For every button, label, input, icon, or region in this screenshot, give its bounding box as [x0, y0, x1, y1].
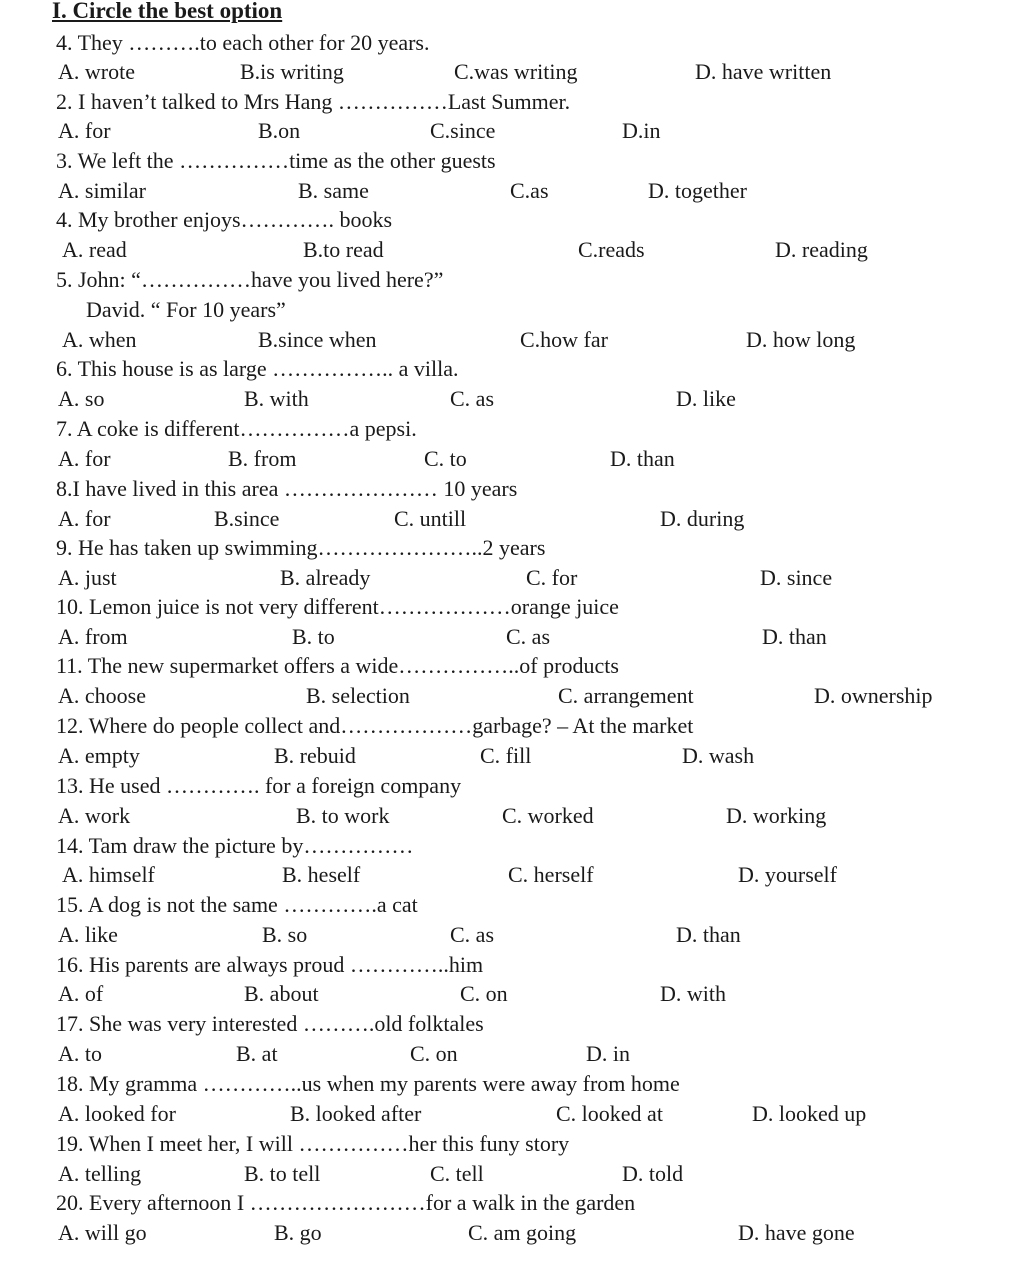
option-b[interactable]: B.is writing	[240, 59, 344, 84]
option-d[interactable]: D. like	[676, 386, 736, 411]
question-stem: 4. They ……….to each other for 20 years.	[56, 30, 430, 55]
option-d[interactable]: D. wash	[682, 743, 755, 768]
question-stem: 11. The new supermarket offers a wide……………..of products	[56, 653, 619, 678]
option-a[interactable]: A. for	[58, 118, 111, 143]
option-d[interactable]: D. in	[586, 1041, 630, 1066]
option-a[interactable]: A. for	[58, 446, 111, 471]
option-b[interactable]: B.to read	[303, 237, 384, 262]
option-b[interactable]: B. already	[280, 565, 371, 590]
option-c[interactable]: C.was writing	[454, 59, 578, 84]
option-d[interactable]: D. ownership	[814, 683, 933, 708]
option-b[interactable]: B.on	[258, 118, 301, 143]
option-a[interactable]: A. looked for	[58, 1101, 176, 1126]
question-stem: 9. He has taken up swimming…………………..2 years	[56, 535, 546, 560]
option-b[interactable]: B. go	[274, 1220, 322, 1245]
option-a[interactable]: A. read	[62, 237, 127, 262]
option-b[interactable]: B. to	[292, 624, 335, 649]
question-stem: 18. My gramma …………..us when my parents were away from home	[56, 1071, 680, 1096]
option-d[interactable]: D. with	[660, 981, 726, 1006]
option-d[interactable]: D. yourself	[738, 862, 837, 887]
option-b[interactable]: B. selection	[306, 683, 410, 708]
question-stem: 3. We left the ……………time as the other guests	[56, 148, 496, 173]
option-a[interactable]: A. to	[58, 1041, 102, 1066]
option-b[interactable]: B. rebuid	[274, 743, 356, 768]
option-c[interactable]: C. on	[410, 1041, 458, 1066]
section-title: I. Circle the best option	[52, 0, 283, 23]
question-stem: 14. Tam draw the picture by……………	[56, 833, 414, 858]
option-d[interactable]: D. working	[726, 803, 827, 828]
option-a[interactable]: A. from	[58, 624, 128, 649]
option-b[interactable]: B.since	[214, 506, 280, 531]
option-a[interactable]: A. like	[58, 922, 118, 947]
option-a[interactable]: A. telling	[58, 1161, 142, 1186]
question-stem: 17. She was very interested ……….old folktales	[56, 1011, 484, 1036]
question-stem: 13. He used …………. for a foreign company	[56, 773, 462, 798]
question-stem: 15. A dog is not the same ………….a cat	[56, 892, 418, 917]
question-stem-answer: David. “ For 10 years”	[86, 297, 286, 322]
option-d[interactable]: D.in	[622, 118, 661, 143]
option-b[interactable]: B. to work	[296, 803, 390, 828]
option-c[interactable]: C. arrangement	[558, 683, 694, 708]
option-c[interactable]: C.since	[430, 118, 496, 143]
option-d[interactable]: D. together	[648, 178, 747, 203]
option-d[interactable]: D. than	[762, 624, 827, 649]
option-c[interactable]: C. fill	[480, 743, 532, 768]
option-c[interactable]: C. as	[450, 922, 494, 947]
option-d[interactable]: D. how long	[746, 327, 856, 352]
option-c[interactable]: C. untill	[394, 506, 467, 531]
option-b[interactable]: B. heself	[282, 862, 361, 887]
option-a[interactable]: A. just	[58, 565, 117, 590]
option-c[interactable]: C. to	[424, 446, 467, 471]
option-c[interactable]: C. worked	[502, 803, 594, 828]
option-a[interactable]: A. of	[58, 981, 104, 1006]
option-d[interactable]: D. since	[760, 565, 833, 590]
option-d[interactable]: D. looked up	[752, 1101, 867, 1126]
option-c[interactable]: C. on	[460, 981, 508, 1006]
option-c[interactable]: C. as	[450, 386, 494, 411]
option-d[interactable]: D. than	[610, 446, 675, 471]
option-c[interactable]: C.as	[510, 178, 549, 203]
question-stem: 4. My brother enjoys…………. books	[56, 207, 393, 232]
option-a[interactable]: A. wrote	[58, 59, 135, 84]
option-a[interactable]: A. work	[58, 803, 131, 828]
option-c[interactable]: C. as	[506, 624, 550, 649]
question-stem: 10. Lemon juice is not very different………………orange juice	[56, 594, 619, 619]
option-c[interactable]: C. herself	[508, 862, 594, 887]
option-b[interactable]: B. at	[236, 1041, 278, 1066]
option-a[interactable]: A. empty	[58, 743, 140, 768]
option-d[interactable]: D. than	[676, 922, 741, 947]
question-stem: 16. His parents are always proud …………..him	[56, 952, 484, 977]
option-c[interactable]: C.how far	[520, 327, 608, 352]
option-a[interactable]: A. himself	[62, 862, 155, 887]
option-d[interactable]: D. reading	[775, 237, 868, 262]
option-b[interactable]: B. with	[244, 386, 309, 411]
option-b[interactable]: B. to tell	[244, 1161, 321, 1186]
question-stem: 8.I have lived in this area ………………… 10 years	[56, 476, 518, 501]
option-c[interactable]: C. for	[526, 565, 578, 590]
option-b[interactable]: B. from	[228, 446, 297, 471]
question-stem: 12. Where do people collect and………………garbage? – At the market	[56, 713, 694, 738]
option-a[interactable]: A. will go	[58, 1220, 147, 1245]
option-b[interactable]: B. looked after	[290, 1101, 422, 1126]
question-stem: 2. I haven’t talked to Mrs Hang ……………Last Summer.	[56, 89, 571, 114]
question-stem: 19. When I meet her, I will ……………her this funy story	[56, 1131, 570, 1156]
option-b[interactable]: B. same	[298, 178, 369, 203]
option-d[interactable]: D. have gone	[738, 1220, 855, 1245]
question-stem: 20. Every afternoon I ……………………for a walk in the garden	[56, 1190, 636, 1215]
option-d[interactable]: D. have written	[695, 59, 832, 84]
question-stem: 7. A coke is different……………a pepsi.	[56, 416, 417, 441]
option-c[interactable]: C.reads	[578, 237, 645, 262]
option-c[interactable]: C. tell	[430, 1161, 484, 1186]
option-a[interactable]: A. so	[58, 386, 105, 411]
option-b[interactable]: B. about	[244, 981, 319, 1006]
question-stem: 6. This house is as large …………….. a villa.	[56, 356, 459, 381]
option-d[interactable]: D. during	[660, 506, 745, 531]
question-stem: 5. John: “……………have you lived here?”	[56, 267, 444, 292]
option-a[interactable]: A. choose	[58, 683, 146, 708]
option-a[interactable]: A. when	[62, 327, 137, 352]
option-b[interactable]: B.since when	[258, 327, 377, 352]
option-a[interactable]: A. similar	[58, 178, 146, 203]
option-a[interactable]: A. for	[58, 506, 111, 531]
option-c[interactable]: C. am going	[468, 1220, 577, 1245]
option-c[interactable]: C. looked at	[556, 1101, 663, 1126]
option-b[interactable]: B. so	[262, 922, 308, 947]
option-d[interactable]: D. told	[622, 1161, 684, 1186]
